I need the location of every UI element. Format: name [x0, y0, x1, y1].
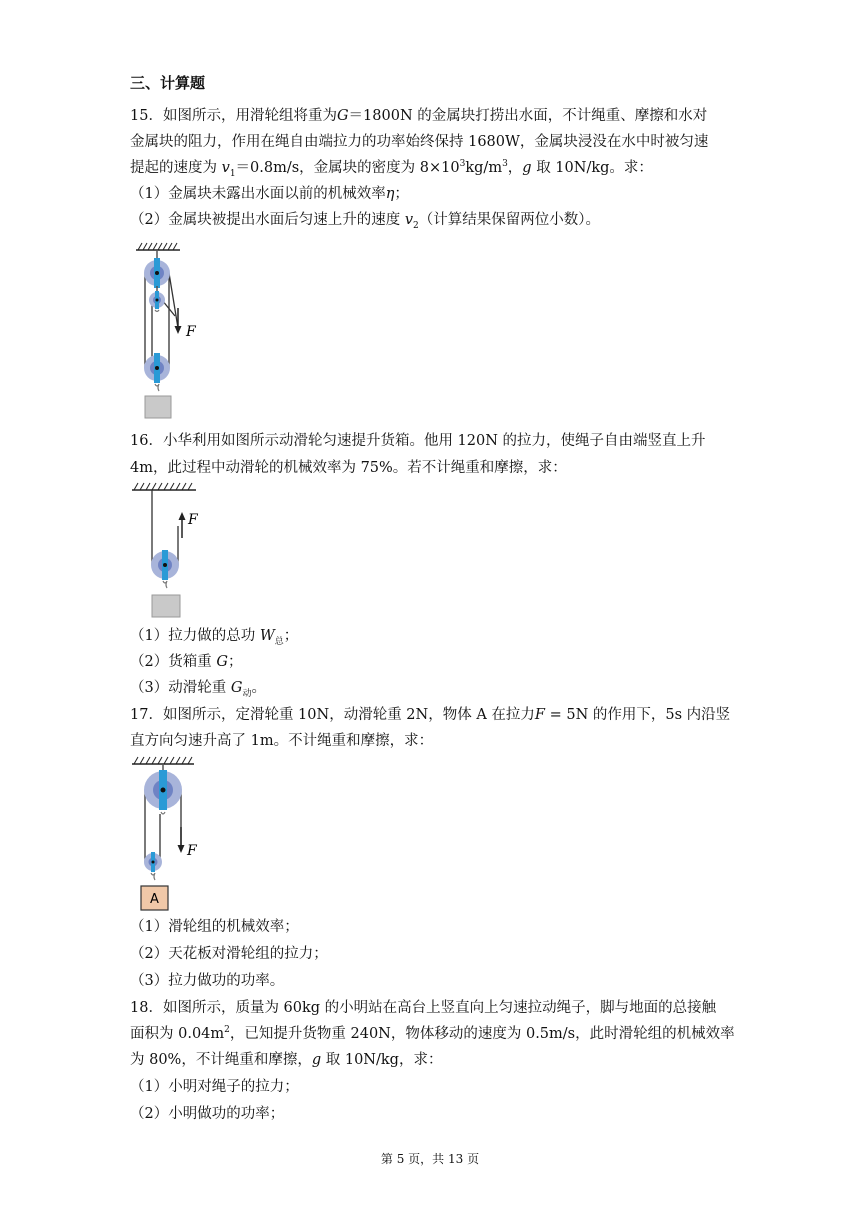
- q17-sub1: （1）滑轮组的机械效率；: [130, 919, 299, 935]
- cargo-box: [152, 595, 180, 617]
- force-label: F: [188, 512, 198, 528]
- q16-sub3: （3）动滑轮重 $G_动$。: [130, 680, 266, 699]
- q15-pulley-figure: [130, 238, 210, 423]
- q17-line1: 17．如图所示，定滑轮重 10N，动滑轮重 2N，物体 A 在拉力F = 5N 的作用下，5s 内沿竖: [130, 707, 731, 723]
- movable-pulley: [144, 353, 170, 391]
- metal-block: [145, 396, 171, 418]
- ceiling-hatch: [132, 757, 194, 764]
- object-a-label: A: [150, 892, 159, 907]
- q18-line3: 为 80%，不计绳重和摩擦，g 取 10N/kg，求：: [130, 1052, 443, 1068]
- force-arrow: [179, 512, 186, 538]
- q16-sub2: （2）货箱重 G；: [130, 654, 243, 670]
- ceiling-hatch: [132, 483, 196, 490]
- q18-line2: 面积为 $0.04m^2$，已知提升货物重 240N，物体移动的速度为 0.5m/s，此时滑轮组的机械效率: [130, 1025, 735, 1042]
- q18-sub2: （2）小明做功的功率；: [130, 1106, 285, 1122]
- q17-sub2: （2）天花板对滑轮组的拉力；: [130, 946, 328, 962]
- q15-line2: 金属块的阻力，作用在绳自由端拉力的功率始终保持 1680W，金属块浸没在水中时被匀速: [130, 134, 709, 150]
- q18-sub1: （1）小明对绳子的拉力；: [130, 1079, 299, 1095]
- q16-sub1: （1）拉力做的总功 $W_总$；: [130, 628, 299, 647]
- q17-pulley-figure: [130, 752, 210, 917]
- q15-line3: 提起的速度为 $v_1=0.8m/s$，金属块的密度为 $8\times 10^3kg/m^3$，g 取 10N/kg。求：: [130, 159, 653, 179]
- q15-sub2: （2）金属块被提出水面后匀速上升的速度 $v_2$（计算结果保留两位小数）。: [130, 212, 601, 231]
- ropes: [145, 273, 178, 368]
- movable-pulley: [151, 550, 179, 588]
- q16-line2: 4m，此过程中动滑轮的机械效率为 75%。若不计绳重和摩擦，求：: [130, 460, 567, 476]
- q15-line1: 15．如图所示，用滑轮组将重为G＝1800N 的金属块打捞出水面，不计绳重、摩擦和水对: [130, 108, 708, 124]
- ceiling-hatch: [136, 243, 180, 250]
- fixed-pulley: [144, 770, 182, 814]
- page-footer: 第 5 页，共 13 页: [380, 1152, 480, 1166]
- q18-line1: 18．如图所示，质量为 60kg 的小明站在高台上竖直向上匀速拉动绳子，脚与地面的总接触: [130, 1000, 717, 1016]
- section-title: 三、计算题: [130, 74, 206, 92]
- fixed-pulley-top: [144, 258, 170, 288]
- q17-sub3: （3）拉力做功的功率。: [130, 973, 285, 989]
- movable-pulley: [144, 852, 162, 880]
- force-arrow: [178, 827, 185, 853]
- q15-sub1: （1）金属块未露出水面以前的机械效率η；: [130, 186, 409, 202]
- force-label: F: [187, 843, 197, 859]
- q17-line2: 直方向匀速升高了 1m。不计绳重和摩擦，求：: [130, 733, 434, 749]
- force-label: F: [186, 324, 196, 340]
- q16-line1: 16．小华利用如图所示动滑轮匀速提升货箱。他用 120N 的拉力，使绳子自由端竖直上升: [130, 433, 706, 449]
- q16-pulley-figure: [130, 478, 210, 623]
